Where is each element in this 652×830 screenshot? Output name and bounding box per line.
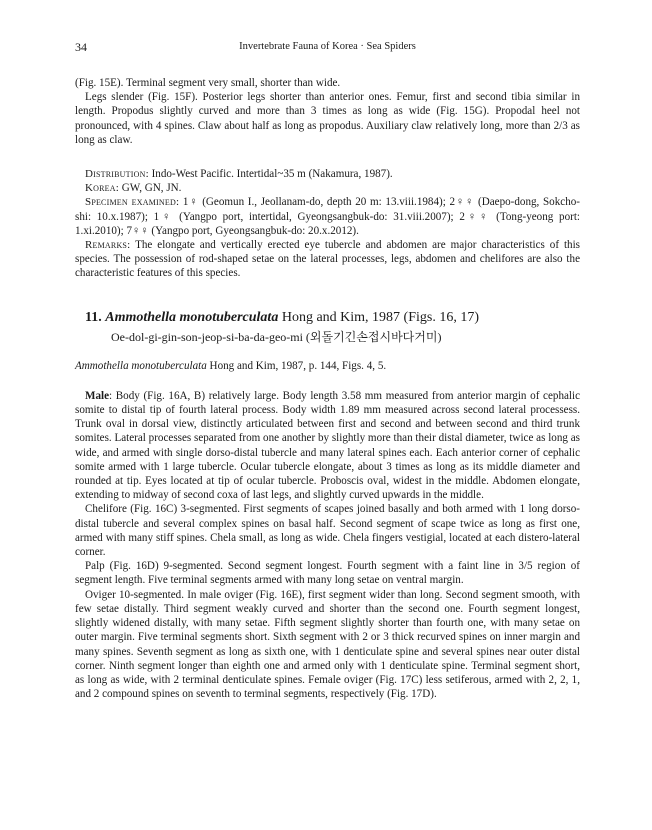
synonym-name: Ammothella monotuberculata: [75, 359, 207, 372]
running-title: Invertebrate Fauna of Korea · Sea Spiders: [239, 41, 416, 52]
synonym-reference: Hong and Kim, 1987, p. 144, Figs. 4, 5.: [206, 359, 387, 372]
specimens-label: Specimen examined:: [85, 196, 180, 209]
korea-paragraph: [75, 181, 580, 195]
male-label: Male: [85, 389, 110, 402]
korea-text: GW, GN, JN.: [118, 182, 182, 195]
distribution-text: Indo-West Pacific. Intertidal~35 m (Nakamura, 1987).: [148, 168, 393, 181]
continued-description: [75, 76, 580, 147]
species-description: [75, 389, 580, 701]
page: [75, 40, 580, 701]
remarks-label: Remarks:: [85, 239, 131, 252]
oviger-paragraph: Oviger 10-segmented. In male oviger (Fig. 16E), first segment wider than long. Second segment smooth, with few setae distally. Third segment weakly curved and shorter than the second one. Fourth segment longest, slightly widened distally, with many setae. Fifth segment slightly shorter than fourth one, with many setae on outer margin. Five terminal segments short. Sixth segment with 2 or 3 thick recurved spines on inner margin and many spines. Seventh segment as long as sixth one, with 1 denticulate spine and several spines near outer distal corner. Ninth segment longer than eighth one and armed only with 1 denticulate spine. Terminal segment short, as long as wide, with 2 terminal denticulate spines. Female oviger (Fig. 17C) less setiferous, armed with 2, 2, 1, and 2 compound spines on seventh to terminal segments, respectively (Fig. 17D).: [75, 588, 580, 701]
page-number: 34: [75, 40, 87, 54]
page-header: [75, 40, 580, 56]
distribution-paragraph: [75, 167, 580, 181]
records-section: [75, 167, 580, 281]
palp-paragraph: Palp (Fig. 16D) 9-segmented. Second segment longest. Fourth segment with a faint line in 3/5 region of segment length. Five terminal segments armed with many long setae on ventral margin.: [75, 560, 580, 587]
remarks-paragraph: [75, 238, 580, 281]
species-number: 11.: [85, 309, 102, 325]
male-text: : Body (Fig. 16A, B) relatively large. Body length 3.58 mm measured from anterior margin of cephalic somite to distal tip of fourth lateral process. Body width 1.89 mm measured across second lateral processess. Trunk oval in dorsal view, distinctly articulated between first and second and between second and third trunk somites. Lateral processes separated from one another by slightly more than their distal diameter, twice as long as wide, and armed with single dorso-distal tubercle and many lateral spines each. Each anterior corner of cephalic somite armed with 1 large tubercle. Ocular tubercle elongate, about 3 times as long as its middle diameter and rounded at tip. Eyes located at tip of ocular tubercle. Proboscis oval, widest in the middle. Abdomen elongate, extending to midway of second coxa of last legs, and slightly curved upwards in the middle.: [75, 389, 580, 502]
paragraph-terminal-segment: (Fig. 15E). Terminal segment very small, shorter than wide.: [75, 77, 341, 89]
species-scientific-name: Ammothella monotuberculata: [105, 309, 279, 325]
chelifore-paragraph: Chelifore (Fig. 16C) 3-segmented. First segments of scapes joined basally and both armed with 1 long dorso-distal tubercle and several complex spines on basal half. Second segment of scape twice as long as first one, armed with many stiff spines. Chela small, as long as wide. Chela fingers vestigial, located at each distero-lateral corner.: [75, 503, 580, 559]
specimens-paragraph: [75, 195, 580, 238]
species-korean-name: Oe-dol-gi-gin-son-jeop-si-ba-da-geo-mi (외돌기긴손접시바다거미): [111, 329, 442, 344]
species-authority: Hong and Kim, 1987 (Figs. 16, 17): [278, 309, 479, 325]
korea-label: Korea:: [85, 182, 119, 195]
paragraph-legs: Legs slender (Fig. 15F). Posterior legs shorter than anterior ones. Femur, first and second tibia similar in length. Propodus slightly curved and more than 3 times as long as wide (Fig. 15G). Propodal heel not pronounced, with 4 spines. Claw about half as long as propodus. Auxiliary claw relatively long, more than 2/3 as long as claw.: [75, 91, 580, 146]
remarks-text: The elongate and vertically erected eye tubercle and abdomen are major characteristics of this species. The possession of rod-shaped setae on the lateral processes, legs, abdomen and chelifores are also the characteristic features of this species.: [75, 239, 580, 280]
specimens-text: 1♀ (Geomun I., Jeollanam-do, depth 20 m: 13.viii.1984); 2♀♀ (Daepo-dong, Sokcho-shi: 10.x.1987); 1♀ (Yangpo port, intertidal, Gyeongsangbuk-do: 31.viii.2007); 2♀♀ (Tong-yeong port: 1.xi.2010); 7♀♀ (Yangpo port, Gyeongsangbuk-do: 20.x.2012).: [75, 196, 580, 237]
synonym-citation: [75, 359, 580, 373]
species-heading: [75, 309, 580, 327]
male-paragraph: [75, 389, 580, 503]
distribution-label: Distribution:: [85, 168, 149, 181]
